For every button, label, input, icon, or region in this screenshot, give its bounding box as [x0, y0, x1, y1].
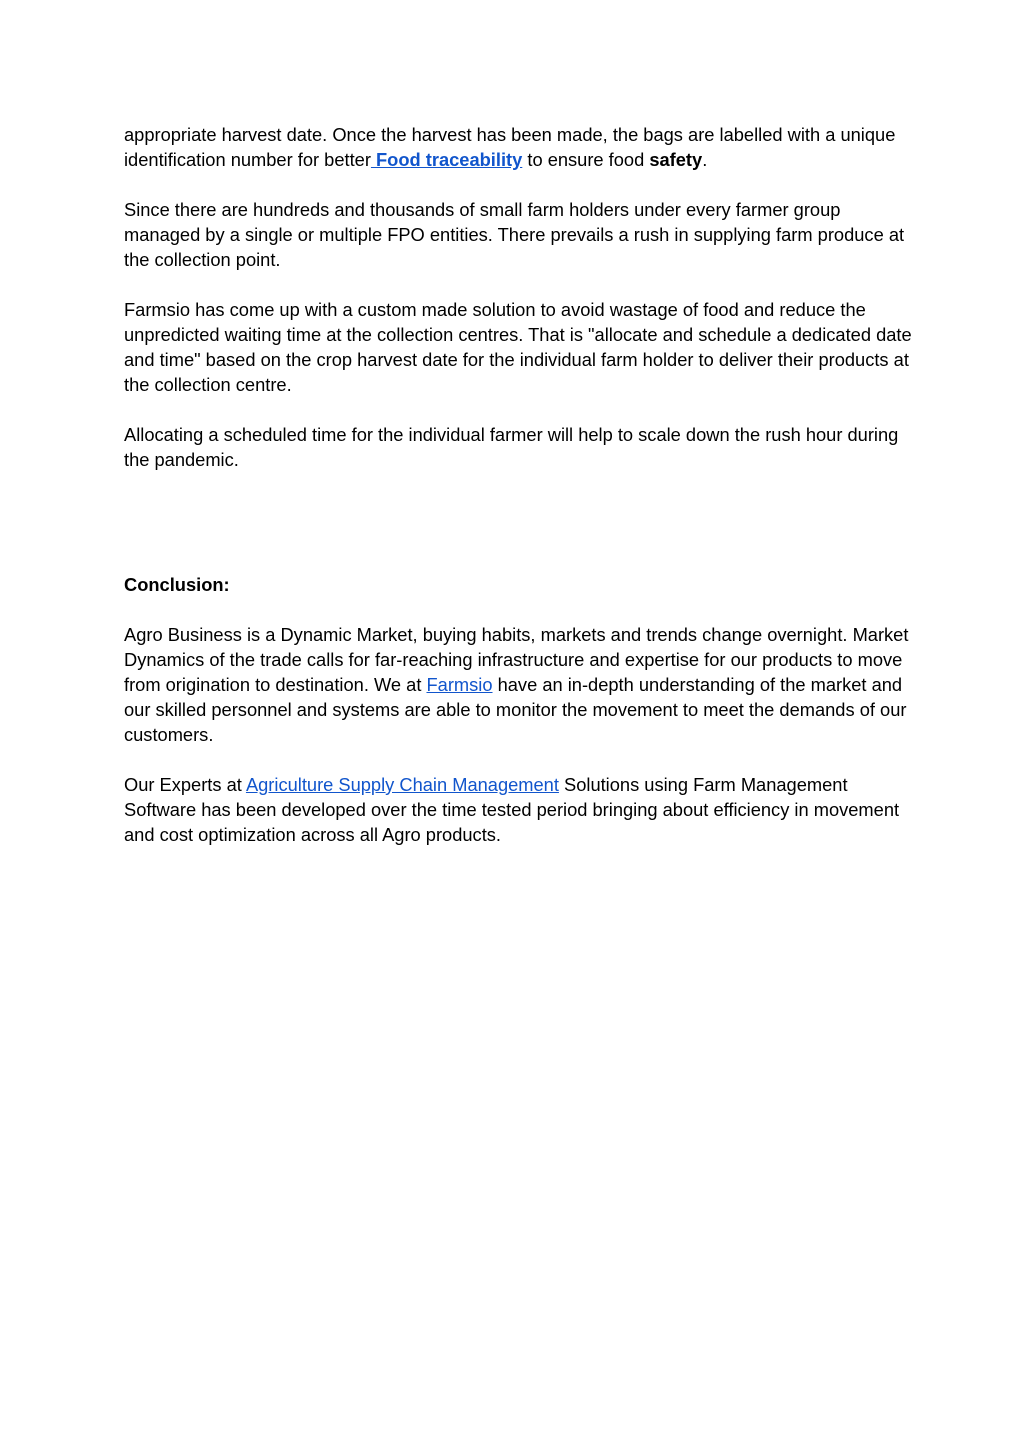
paragraph-text: to ensure food [522, 149, 650, 170]
supply-chain-management-link[interactable]: Agriculture Supply Chain Management [245, 774, 559, 795]
paragraph-text: . [702, 149, 708, 170]
paragraph-farmsio-solution: Farmsio has come up with a custom made solution to avoid wastage of food and reduce the unpredicted waiting time at the collection centres. That is "allocate and schedule a dedicated date and time" based on the crop harvest date for the individual farm holder to deliver their products at the collection centre. [124, 299, 912, 395]
paragraph-scheduled-time: Allocating a scheduled time for the individual farmer will help to scale down the rush hour during the pandemic. [124, 424, 899, 470]
food-traceability-link[interactable]: Food traceability [370, 149, 523, 170]
paragraph-farm-holders: Since there are hundreds and thousands of small farm holders under every farmer group managed by a single or multiple FPO entities. There prevails a rush in supplying farm produce at the collection point. [124, 199, 905, 270]
paragraph-agro-business [124, 622, 914, 747]
paragraph-text: appropriate harvest date. Once the harvest has been made, the bags are labelled with a unique identification number for better [124, 124, 896, 170]
paragraph-harvest-labelling [124, 122, 914, 172]
paragraph-text: Solutions using Farm Management Software has been developed over the time tested period bringing about efficiency in movement and cost optimization across all Agro products. [124, 774, 900, 845]
bold-text-safety: safety [649, 149, 703, 170]
paragraph-text: have an in-depth understanding of the market and our skilled personnel and systems are able to monitor the movement to meet the demands of our customers. [124, 674, 907, 745]
paragraph-text: Agro Business is a Dynamic Market, buying habits, markets and trends change overnight. Market Dynamics of the trade calls for far-reaching infrastructure and expertise for our products to move from origination to destination. We at [124, 624, 909, 695]
blank-space [124, 497, 914, 572]
paragraph-text: Our Experts at [124, 774, 246, 795]
paragraph-our-experts [124, 772, 914, 847]
conclusion-heading: Conclusion: [124, 574, 230, 595]
document-body [124, 122, 914, 872]
farmsio-link[interactable]: Farmsio [426, 674, 493, 695]
